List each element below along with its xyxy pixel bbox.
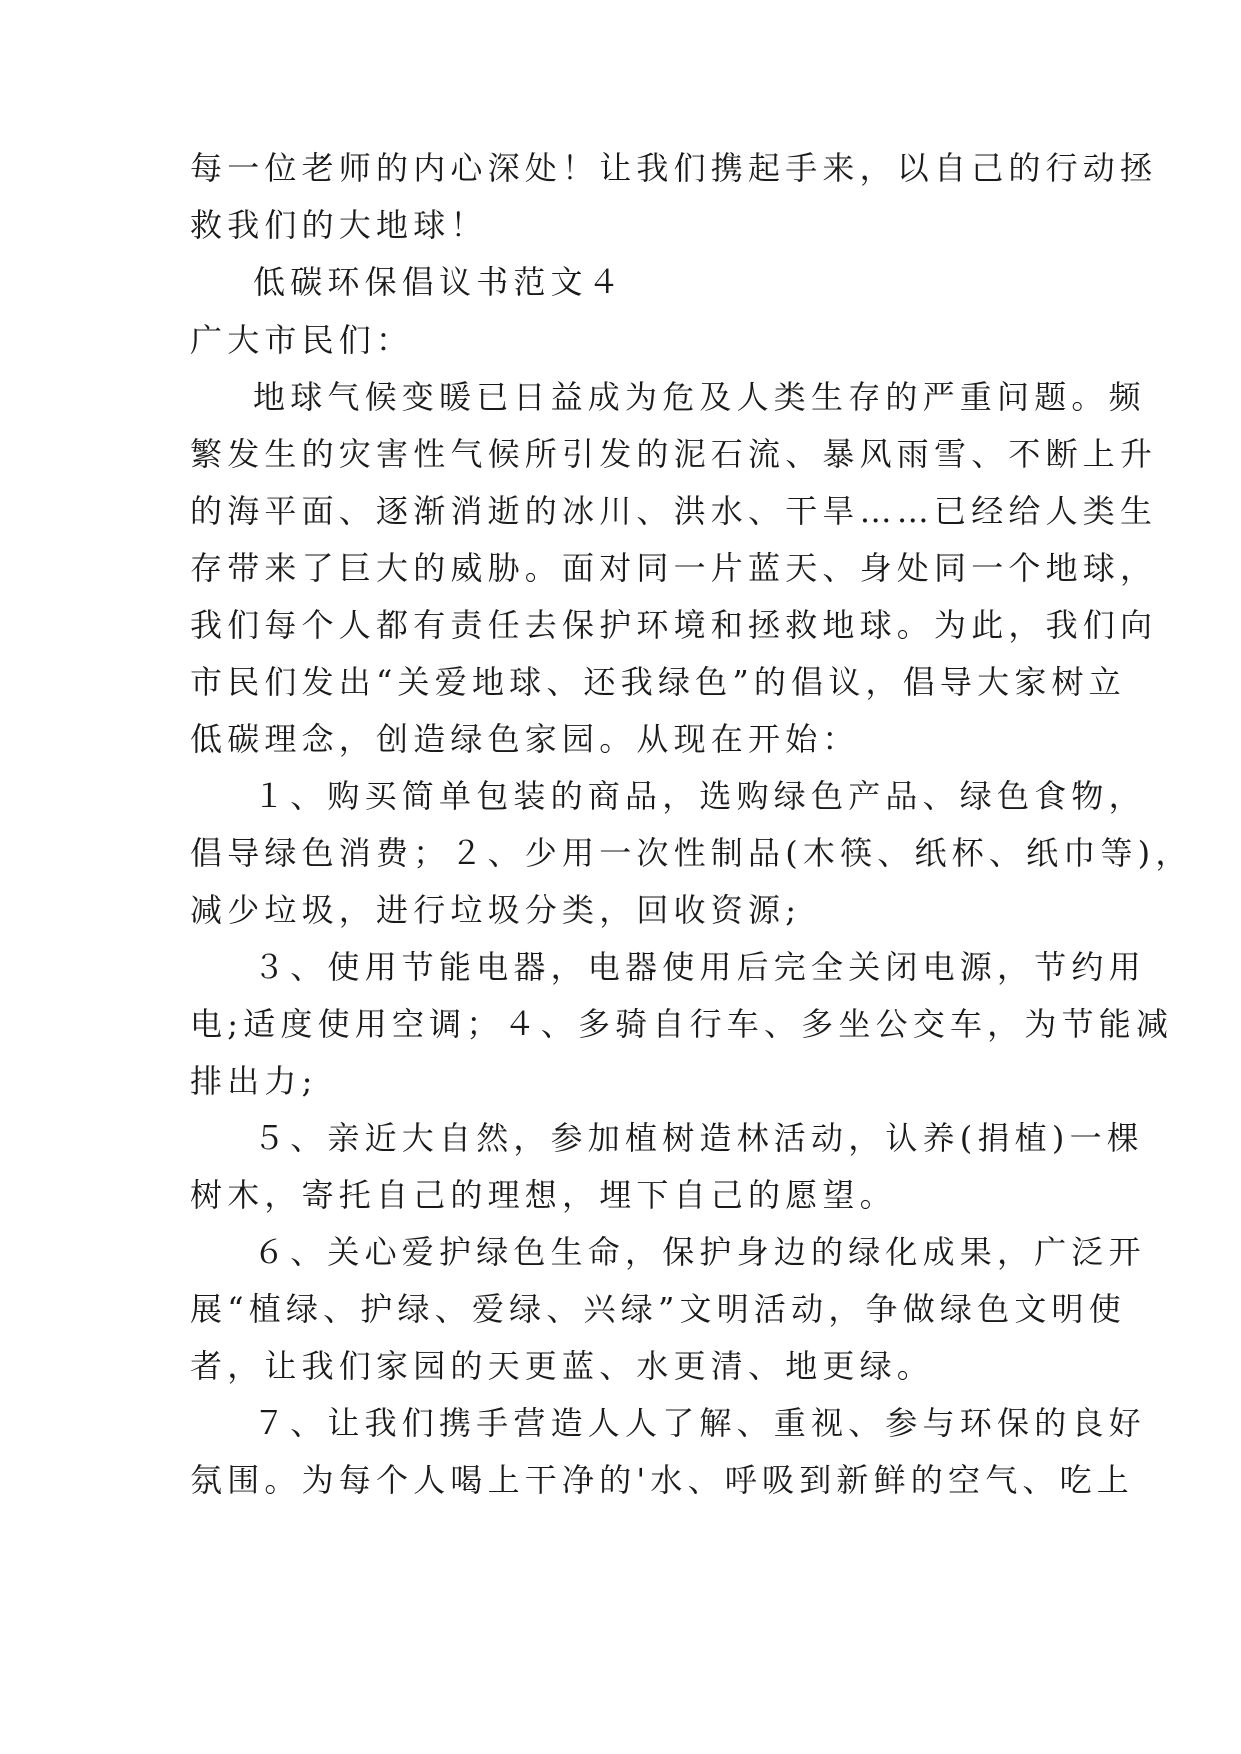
- text-line: 地球气候变暖已日益成为危及人类生存的严重问题。频: [253, 378, 1146, 416]
- list-item: ７、让我们携手营造人人了解、重视、参与环保的良好: [253, 1404, 1146, 1442]
- section-title: 低碳环保倡议书范文４: [253, 263, 626, 301]
- text-line: 我们每个人都有责任去保护环境和拯救地球。为此，我们向: [190, 606, 1158, 644]
- list-item: ６、关心爱护绿色生命，保护身边的绿化成果，广泛开: [253, 1233, 1146, 1271]
- list-item: ５、亲近大自然，参加植树造林活动，认养(捐植)一棵: [253, 1119, 1144, 1157]
- text-line: 电;适度使用空调；４、多骑自行车、多坐公交车，为节能减: [190, 1005, 1174, 1043]
- list-item: ３、使用节能电器，电器使用后完全关闭电源，节约用: [253, 948, 1146, 986]
- text-line: 减少垃圾，进行垃圾分类，回收资源;: [190, 891, 802, 929]
- salutation: 广大市民们：: [190, 321, 414, 359]
- text-line: 救我们的大地球！: [190, 206, 488, 244]
- text-line: 树木，寄托自己的理想，埋下自己的愿望。: [190, 1176, 897, 1214]
- text-line: 氛围。为每个人喝上干净的'水、呼吸到新鲜的空气、吃上: [190, 1461, 1134, 1499]
- text-line: 市民们发出“关爱地球、还我绿色”的倡议，倡导大家树立: [190, 663, 1126, 701]
- text-line: 倡导绿色消费；２、少用一次性制品(木筷、纸杯、纸巾等)，: [190, 834, 1193, 872]
- text-line: 排出力;: [190, 1062, 318, 1100]
- text-line: 存带来了巨大的威胁。面对同一片蓝天、身处同一个地球，: [190, 549, 1158, 587]
- text-line: 展“植绿、护绿、爱绿、兴绿”文明活动，争做绿色文明使: [190, 1290, 1126, 1328]
- text-line: 者，让我们家园的天更蓝、水更清、地更绿。: [190, 1347, 935, 1385]
- list-item: １、购买简单包装的商品，选购绿色产品、绿色食物，: [253, 777, 1146, 815]
- text-line: 低碳理念，创造绿色家园。从现在开始：: [190, 720, 860, 758]
- text-line: 的海平面、逐渐消逝的冰川、洪水、干旱……已经给人类生: [190, 492, 1158, 530]
- text-line: 每一位老师的内心深处！让我们携起手来，以自己的行动拯: [190, 149, 1158, 187]
- text-line: 繁发生的灾害性气候所引发的泥石流、暴风雨雪、不断上升: [190, 435, 1158, 473]
